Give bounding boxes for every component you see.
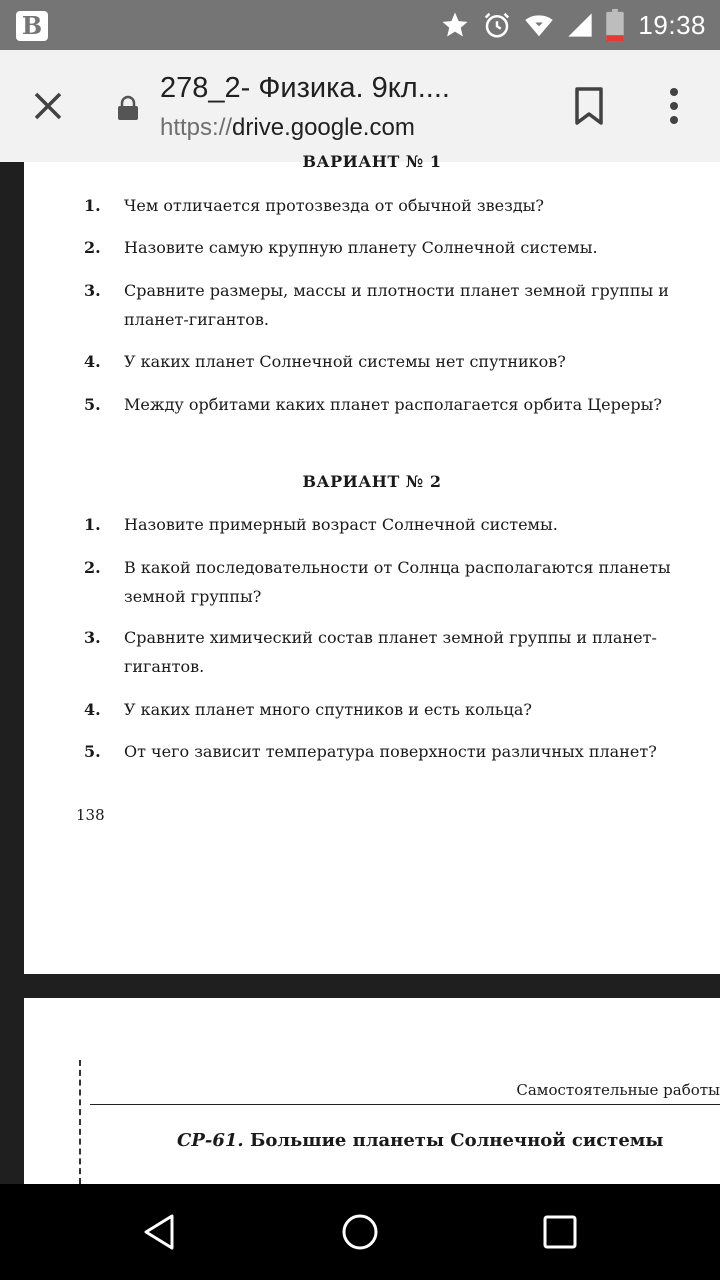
navigation-bar xyxy=(0,1184,720,1280)
home-button[interactable] xyxy=(340,1212,380,1252)
home-icon xyxy=(340,1212,380,1252)
alarm-icon xyxy=(482,10,512,40)
lock-icon xyxy=(117,96,139,120)
cell-signal-icon xyxy=(566,11,594,39)
back-icon xyxy=(140,1212,180,1252)
variant-2-heading: ВАРИАНТ № 2 xyxy=(302,472,442,491)
list-item: 3. Сравните размеры, массы и плотности планет земной группы и планет-гигантов. xyxy=(84,281,669,329)
wifi-icon xyxy=(524,10,554,40)
variant-1-heading: ВАРИАНТ № 1 xyxy=(302,152,442,171)
app-notification-icon: B xyxy=(16,11,48,41)
status-time: 19:38 xyxy=(638,9,706,40)
url-host: drive.google.com xyxy=(232,114,415,141)
url-scheme: https:// xyxy=(160,114,233,141)
document-page-next xyxy=(24,998,720,1184)
battery-low-icon xyxy=(606,9,624,41)
list-item: 2. В какой последовательности от Солнца располагаются планеты земной группы? xyxy=(84,558,671,606)
more-vert-icon xyxy=(654,84,694,128)
list-item: 2. Назовите самую крупную планету Солнечной системы. xyxy=(84,238,598,257)
list-item: 4. У каких планет много спутников и есть кольца? xyxy=(84,700,532,719)
running-head: Самостоятельные работы xyxy=(516,1081,720,1099)
cut-line xyxy=(79,1060,81,1184)
star-icon xyxy=(440,10,470,40)
list-item: 3. Сравните химический состав планет земной группы и планет-гигантов. xyxy=(84,628,657,676)
list-item: 4. У каких планет Солнечной системы нет спутников? xyxy=(84,352,566,371)
custom-tab-toolbar xyxy=(0,50,720,163)
page-url[interactable] xyxy=(160,114,415,142)
bookmark-button[interactable] xyxy=(572,84,606,128)
list-item: 1. Назовите примерный возраст Солнечной системы. xyxy=(84,515,558,534)
page-number: 138 xyxy=(76,806,105,824)
divider xyxy=(90,1104,720,1105)
overflow-menu-button[interactable] xyxy=(654,84,694,128)
close-button[interactable] xyxy=(28,86,68,126)
close-icon xyxy=(28,86,68,126)
bookmark-icon xyxy=(572,84,606,128)
list-item: 5. Между орбитами каких планет располагается орбита Цереры? xyxy=(84,395,662,414)
page-title: 278_2- Физика. 9кл.... xyxy=(160,72,450,104)
document-page xyxy=(24,152,720,974)
section-title: СР-61. Большие планеты Солнечной системы xyxy=(177,1130,664,1151)
status-icons xyxy=(428,0,706,50)
status-bar xyxy=(0,0,720,50)
recents-icon xyxy=(540,1212,580,1252)
back-button[interactable] xyxy=(140,1212,180,1252)
list-item: 5. От чего зависит температура поверхности различных планет? xyxy=(84,742,657,761)
list-item: 1. Чем отличается протозвезда от обычной звезды? xyxy=(84,196,544,215)
recents-button[interactable] xyxy=(540,1212,580,1252)
document-viewer[interactable] xyxy=(0,152,720,1184)
